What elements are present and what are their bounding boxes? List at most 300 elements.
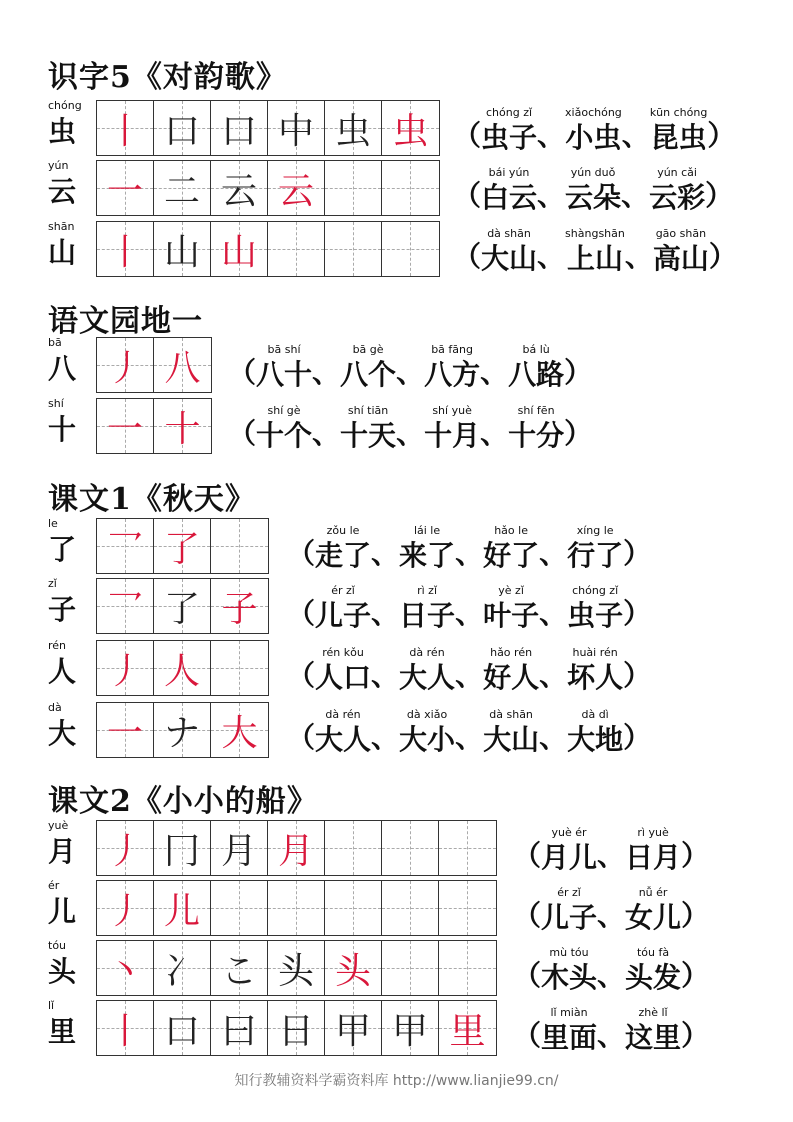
- char-pinyin: lǐ: [48, 999, 55, 1012]
- word-pinyin: rén kǒu: [322, 646, 364, 659]
- stroke-step: [382, 222, 439, 276]
- stroke-order-grid: [96, 337, 212, 393]
- stroke-order-grid: [96, 518, 269, 574]
- stroke-glyph: 月: [220, 830, 257, 872]
- grid-cell: [97, 1001, 154, 1055]
- stroke-step: [211, 641, 268, 695]
- char-pinyin: chóng: [48, 99, 82, 112]
- open-paren: （: [287, 721, 316, 754]
- stroke-glyph: 虫: [334, 110, 371, 152]
- grid-cell: [211, 821, 268, 875]
- open-paren: （: [287, 659, 316, 692]
- char-row: [0, 578, 793, 638]
- stroke-order-grid: [96, 640, 269, 696]
- stroke-step: [268, 1001, 324, 1055]
- grid-cell: [154, 703, 211, 757]
- word-item: [653, 227, 709, 277]
- stroke-step: [97, 338, 153, 392]
- stroke-glyph: ナ: [163, 712, 200, 754]
- grid-cell: [211, 161, 268, 215]
- stroke-glyph: 儿: [163, 890, 200, 932]
- word-pinyin: shí tiān: [347, 404, 389, 417]
- open-paren: （: [453, 179, 482, 212]
- word-item: [565, 166, 621, 216]
- word-item: [399, 584, 455, 634]
- grid-cell: [325, 161, 382, 215]
- word-text: 昆虫: [650, 121, 707, 154]
- stroke-glyph: 云: [277, 170, 314, 212]
- word-item: [483, 524, 539, 574]
- word-item: [625, 1006, 681, 1056]
- word-item: [399, 524, 455, 574]
- stroke-glyph: 头: [334, 950, 371, 992]
- grid-cell: [439, 881, 496, 935]
- stroke-step: [439, 941, 496, 995]
- close-paren: ）: [623, 597, 652, 630]
- word-item: [625, 946, 681, 996]
- grid-cell: [97, 881, 154, 935]
- word-separator: 、: [371, 721, 400, 754]
- word-separator: 、: [396, 356, 425, 389]
- char-pinyin: le: [48, 517, 58, 530]
- grid-cell: [154, 941, 211, 995]
- section-title: 课文1《秋天》: [48, 482, 256, 517]
- stroke-order-grid: [96, 820, 497, 876]
- grid-cell: [439, 1001, 496, 1055]
- grid-cell: [382, 821, 439, 875]
- stroke-glyph: 丨: [106, 110, 143, 152]
- grid-cell: [211, 941, 268, 995]
- char-main: 十: [48, 413, 77, 446]
- word-item: [649, 166, 705, 216]
- grid-cell: [325, 101, 382, 155]
- stroke-step: [97, 1001, 153, 1055]
- grid-cell: [97, 703, 154, 757]
- grid-cell: [97, 579, 154, 633]
- close-paren: ）: [707, 119, 736, 152]
- char-pinyin: yún: [48, 159, 69, 172]
- word-pinyin: dà shān: [489, 708, 533, 721]
- word-separator: 、: [455, 537, 484, 570]
- word-separator: 、: [597, 839, 626, 872]
- word-pinyin: bā gè: [352, 343, 384, 356]
- open-paren: （: [513, 959, 542, 992]
- stroke-glyph: 了: [163, 528, 200, 570]
- grid-cell: [268, 941, 325, 995]
- word-text: 大人: [399, 661, 456, 694]
- word-separator: 、: [455, 721, 484, 754]
- word-list: [287, 702, 651, 758]
- word-separator: 、: [539, 597, 568, 630]
- close-paren: ）: [681, 899, 710, 932]
- stroke-order-grid: [96, 940, 497, 996]
- stroke-step: [154, 821, 210, 875]
- stroke-step: [325, 941, 381, 995]
- word-text: 八十: [256, 358, 313, 391]
- word-text: 高山: [652, 242, 709, 275]
- char-row: [0, 221, 793, 281]
- stroke-glyph: 曰: [220, 1010, 257, 1052]
- word-item: [340, 343, 396, 393]
- word-list: [453, 221, 737, 277]
- word-pinyin: rì zǐ: [417, 584, 437, 597]
- word-item: [625, 886, 681, 936]
- stroke-step: [211, 579, 268, 633]
- word-text: 云彩: [649, 181, 706, 214]
- word-separator: 、: [537, 179, 566, 212]
- stroke-glyph: 口: [220, 110, 257, 152]
- stroke-glyph: 山: [220, 231, 257, 273]
- word-pinyin: ér zǐ: [331, 584, 355, 597]
- stroke-step: [382, 1001, 438, 1055]
- word-list: [513, 1000, 709, 1056]
- word-text: 大人: [315, 723, 372, 756]
- char-main: 子: [48, 593, 77, 626]
- stroke-glyph: 冫: [163, 950, 200, 992]
- word-item: [481, 166, 537, 216]
- word-item: [424, 404, 480, 454]
- char-row: [0, 1000, 793, 1060]
- stroke-step: [97, 161, 153, 215]
- stroke-step: [268, 881, 324, 935]
- stroke-step: [97, 881, 153, 935]
- word-item: [481, 227, 537, 277]
- word-list: [453, 100, 735, 156]
- grid-cell: [325, 941, 382, 995]
- word-pinyin: chóng zǐ: [572, 584, 619, 597]
- close-paren: ）: [705, 179, 734, 212]
- grid-cell: [268, 1001, 325, 1055]
- stroke-glyph: 月: [277, 830, 314, 872]
- stroke-step: [97, 703, 153, 757]
- word-text: 上山: [566, 242, 623, 275]
- stroke-glyph: 一: [106, 170, 143, 212]
- word-separator: 、: [455, 597, 484, 630]
- char-main: 云: [48, 175, 77, 208]
- word-item: [315, 646, 371, 696]
- stroke-step: [211, 101, 267, 155]
- grid-cell: [97, 399, 154, 453]
- stroke-glyph: 甲: [334, 1010, 371, 1052]
- stroke-step: [325, 222, 381, 276]
- word-list: [287, 640, 651, 696]
- word-separator: 、: [537, 240, 566, 273]
- stroke-step: [154, 1001, 210, 1055]
- grid-cell: [211, 703, 268, 757]
- stroke-glyph: こ: [220, 950, 257, 992]
- grid-cell: [154, 101, 211, 155]
- stroke-order-grid: [96, 1000, 497, 1056]
- stroke-step: [268, 941, 324, 995]
- word-item: [315, 584, 371, 634]
- stroke-step: [211, 821, 267, 875]
- stroke-step: [154, 941, 210, 995]
- grid-cell: [154, 821, 211, 875]
- word-pinyin: rì yuè: [637, 826, 669, 839]
- stroke-glyph: 口: [163, 110, 200, 152]
- word-text: 里面: [541, 1021, 598, 1054]
- word-pinyin: chóng zǐ: [486, 106, 533, 119]
- word-item: [399, 646, 455, 696]
- word-item: [541, 886, 597, 936]
- word-text: 小虫: [565, 121, 622, 154]
- grid-cell: [97, 821, 154, 875]
- grid-cell: [97, 519, 154, 573]
- word-pinyin: shí gè: [267, 404, 301, 417]
- word-item: [565, 106, 622, 156]
- grid-cell: [211, 222, 268, 276]
- char-row: [0, 640, 793, 700]
- stroke-step: [97, 519, 153, 573]
- word-pinyin: xiǎochóng: [565, 106, 622, 119]
- grid-cell: [154, 399, 211, 453]
- word-text: 虫子: [481, 121, 538, 154]
- open-paren: （: [287, 537, 316, 570]
- word-item: [315, 708, 371, 758]
- stroke-step: [154, 579, 210, 633]
- stroke-step: [211, 881, 267, 935]
- word-item: [399, 708, 455, 758]
- word-pinyin: mù tóu: [549, 946, 589, 959]
- close-paren: ）: [708, 240, 737, 273]
- word-text: 大地: [567, 723, 624, 756]
- word-separator: 、: [480, 417, 509, 450]
- char-pinyin: dà: [48, 701, 62, 714]
- word-separator: 、: [396, 417, 425, 450]
- stroke-glyph: 丨: [106, 1010, 143, 1052]
- word-text: 走了: [315, 539, 372, 572]
- stroke-glyph: 云: [220, 170, 257, 212]
- grid-cell: [154, 519, 211, 573]
- word-item: [567, 646, 623, 696]
- word-pinyin: lǐ miàn: [550, 1006, 588, 1019]
- word-pinyin: yè zǐ: [498, 584, 524, 597]
- word-pinyin: bā shí: [267, 343, 301, 356]
- word-separator: 、: [597, 899, 626, 932]
- word-separator: 、: [539, 721, 568, 754]
- grid-cell: [325, 881, 382, 935]
- grid-cell: [268, 161, 325, 215]
- word-separator: 、: [455, 659, 484, 692]
- word-pinyin: gāo shān: [655, 227, 707, 240]
- stroke-glyph: 大: [221, 712, 258, 754]
- word-item: [483, 708, 539, 758]
- stroke-glyph: 虫: [392, 110, 429, 152]
- grid-cell: [97, 941, 154, 995]
- stroke-glyph: 二: [163, 170, 200, 212]
- word-item: [256, 404, 312, 454]
- stroke-glyph: 丿: [106, 890, 143, 932]
- stroke-glyph: 十: [164, 408, 201, 450]
- stroke-step: [154, 101, 210, 155]
- stroke-glyph: 甲: [391, 1010, 428, 1052]
- grid-cell: [154, 579, 211, 633]
- stroke-glyph: 了: [163, 588, 200, 630]
- stroke-step: [154, 881, 210, 935]
- open-paren: （: [513, 1019, 542, 1052]
- open-paren: （: [228, 417, 257, 450]
- stroke-glyph: 八: [164, 347, 201, 389]
- footer-watermark: 知行教辅资料学霸资料库 http://www.lianjie99.cn/: [234, 1073, 559, 1089]
- stroke-step: [154, 641, 210, 695]
- word-text: 月儿: [541, 841, 598, 874]
- word-pinyin: lái le: [413, 524, 441, 537]
- word-text: 日月: [625, 841, 682, 874]
- stroke-order-grid: [96, 702, 269, 758]
- grid-cell: [154, 1001, 211, 1055]
- stroke-step: [154, 519, 210, 573]
- grid-cell: [211, 881, 268, 935]
- stroke-step: [211, 222, 267, 276]
- word-text: 儿子: [541, 901, 598, 934]
- word-pinyin: nǚ ér: [638, 886, 668, 899]
- word-pinyin: xíng le: [576, 524, 614, 537]
- word-pinyin: shàngshān: [565, 227, 625, 240]
- word-item: [625, 826, 681, 876]
- word-item: [256, 343, 312, 393]
- stroke-step: [268, 101, 324, 155]
- word-text: 行了: [567, 539, 624, 572]
- stroke-step: [382, 101, 439, 155]
- grid-cell: [439, 821, 496, 875]
- word-item: [650, 106, 708, 156]
- word-text: 木头: [541, 961, 598, 994]
- section-title: 语文园地一: [48, 304, 203, 339]
- word-text: 这里: [625, 1021, 682, 1054]
- word-separator: 、: [371, 537, 400, 570]
- stroke-step: [382, 161, 439, 215]
- stroke-order-grid: [96, 578, 269, 634]
- stroke-step: [382, 941, 438, 995]
- word-list: [287, 518, 651, 574]
- word-separator: 、: [480, 356, 509, 389]
- char-pinyin: ér: [48, 879, 60, 892]
- close-paren: ）: [681, 839, 710, 872]
- word-pinyin: dà xiǎo: [406, 708, 448, 721]
- word-pinyin: dà rén: [409, 646, 445, 659]
- word-pinyin: yún duǒ: [570, 166, 616, 179]
- word-pinyin: bā fāng: [431, 343, 473, 356]
- stroke-step: [439, 881, 496, 935]
- word-text: 日子: [399, 599, 456, 632]
- char-pinyin: yuè: [48, 819, 69, 832]
- word-item: [541, 946, 597, 996]
- word-text: 人口: [315, 661, 372, 694]
- stroke-step: [97, 101, 153, 155]
- word-separator: 、: [621, 179, 650, 212]
- stroke-glyph: 丿: [106, 347, 143, 389]
- stroke-step: [268, 222, 324, 276]
- stroke-step: [97, 641, 153, 695]
- grid-cell: [268, 101, 325, 155]
- grid-cell: [154, 338, 211, 392]
- stroke-order-grid: [96, 221, 440, 277]
- char-main: 虫: [48, 115, 77, 148]
- char-main: 了: [48, 533, 77, 566]
- grid-cell: [211, 579, 268, 633]
- grid-cell: [97, 222, 154, 276]
- stroke-step: [439, 821, 496, 875]
- stroke-step: [325, 101, 381, 155]
- stroke-step: [154, 703, 210, 757]
- stroke-glyph: 一: [106, 408, 143, 450]
- word-list: [228, 398, 592, 454]
- char-row: [0, 820, 793, 880]
- word-item: [567, 708, 623, 758]
- word-item: [481, 106, 537, 156]
- word-text: 云朵: [565, 181, 622, 214]
- word-text: 好了: [483, 539, 540, 572]
- char-main: 月: [48, 835, 77, 868]
- grid-cell: [97, 161, 154, 215]
- open-paren: （: [453, 240, 482, 273]
- open-paren: （: [453, 119, 482, 152]
- char-row: [0, 100, 793, 160]
- grid-cell: [382, 161, 439, 215]
- stroke-step: [97, 399, 153, 453]
- stroke-step: [211, 941, 267, 995]
- stroke-step: [325, 821, 381, 875]
- close-paren: ）: [623, 659, 652, 692]
- word-list: [453, 160, 733, 216]
- stroke-order-grid: [96, 100, 440, 156]
- word-text: 八方: [424, 358, 481, 391]
- char-row: [0, 398, 793, 458]
- stroke-step: [325, 161, 381, 215]
- char-main: 儿: [48, 895, 77, 928]
- stroke-glyph: 一: [106, 712, 143, 754]
- grid-cell: [382, 941, 439, 995]
- word-item: [508, 343, 564, 393]
- char-main: 头: [48, 955, 77, 988]
- char-pinyin: bā: [48, 336, 62, 349]
- grid-cell: [211, 1001, 268, 1055]
- word-separator: 、: [621, 119, 650, 152]
- word-separator: 、: [312, 417, 341, 450]
- stroke-step: [382, 881, 438, 935]
- word-pinyin: ér zǐ: [557, 886, 581, 899]
- word-list: [513, 940, 709, 996]
- stroke-step: [154, 161, 210, 215]
- grid-cell: [325, 821, 382, 875]
- grid-cell: [97, 641, 154, 695]
- word-list: [513, 880, 709, 936]
- stroke-step: [97, 579, 153, 633]
- char-main: 山: [48, 236, 77, 269]
- word-text: 白云: [481, 181, 538, 214]
- grid-cell: [382, 1001, 439, 1055]
- word-list: [287, 578, 651, 634]
- word-separator: 、: [597, 1019, 626, 1052]
- word-pinyin: bái yún: [488, 166, 530, 179]
- word-pinyin: hǎo le: [494, 524, 528, 537]
- word-text: 大山: [481, 242, 538, 275]
- stroke-order-grid: [96, 160, 440, 216]
- close-paren: ）: [564, 356, 593, 389]
- stroke-glyph: 乛: [106, 528, 143, 570]
- word-text: 叶子: [483, 599, 540, 632]
- stroke-glyph: 人: [163, 650, 200, 692]
- stroke-glyph: 丨: [106, 231, 143, 273]
- open-paren: （: [513, 839, 542, 872]
- stroke-step: [325, 881, 381, 935]
- stroke-step: [211, 161, 267, 215]
- stroke-glyph: 日: [277, 1010, 314, 1052]
- word-text: 大小: [399, 723, 456, 756]
- char-main: 里: [48, 1015, 77, 1048]
- word-item: [483, 584, 539, 634]
- word-pinyin: zǒu le: [326, 524, 360, 537]
